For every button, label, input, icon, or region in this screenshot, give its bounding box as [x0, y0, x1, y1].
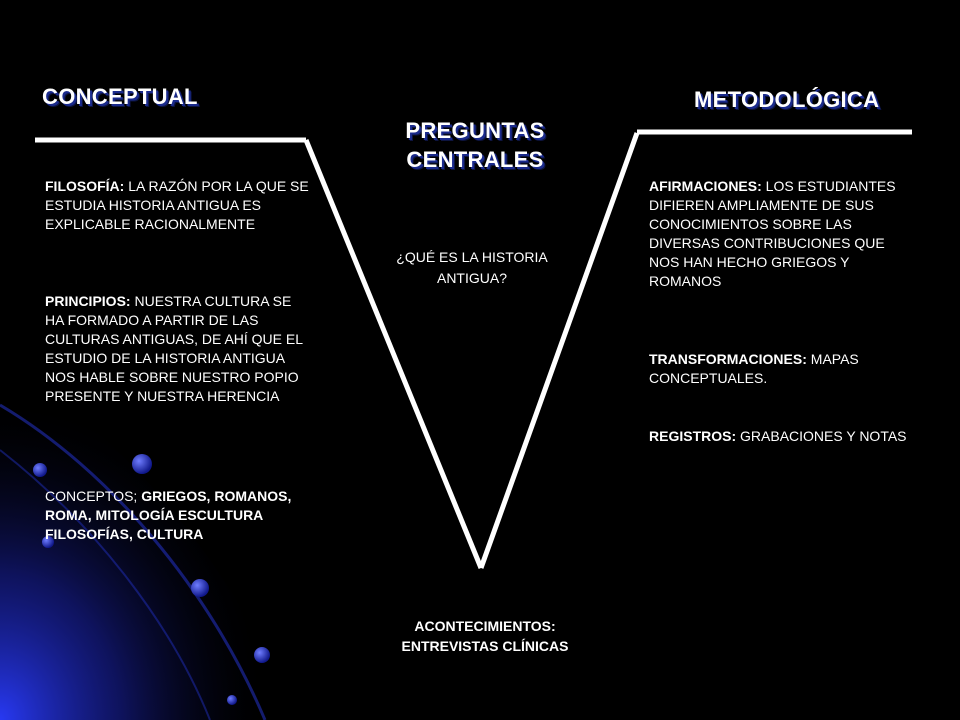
transformaciones-label: TRANSFORMACIONES: — [649, 351, 807, 367]
principios-block — [45, 292, 310, 406]
acontecimientos-label: ACONTECIMIENTOS: — [414, 618, 556, 634]
left-v-arm — [306, 140, 481, 568]
registros-block — [649, 427, 914, 446]
afirmaciones-label: AFIRMACIONES: — [649, 178, 762, 194]
preguntas-centrales-title — [370, 116, 580, 174]
conceptos-block — [45, 487, 295, 544]
right-v-arm — [481, 133, 637, 568]
principios-label: PRINCIPIOS: — [45, 293, 131, 309]
principios-text: NUESTRA CULTURA SE HA FORMADO A PARTIR DE LAS CULTURAS ANTIGUAS, DE AHÍ QUE EL ESTUDIO DE LA HISTORIA ANTIGUA NOS HABLE SOBRE NUESTRO POPIO PRESENTE Y NUESTRA HERENCIA — [45, 293, 303, 404]
acontecimientos-block — [360, 616, 610, 656]
acontecimientos-text: ENTREVISTAS CLÍNICAS — [401, 638, 569, 654]
title-line: PREGUNTAS — [405, 118, 545, 143]
pregunta-central: ¿QUÉ ES LA HISTORIA ANTIGUA? — [396, 249, 548, 286]
filosofia-block — [45, 177, 310, 234]
filosofia-text: LA RAZÓN POR LA QUE SE ESTUDIA HISTORIA ANTIGUA ES EXPLICABLE RACIONALMENTE — [45, 178, 309, 232]
registros-label: REGISTROS: — [649, 428, 737, 444]
conceptos-text: GRIEGOS, ROMANOS, ROMA, MITOLOGÍA ESCULTURA FILOSOFÍAS, CULTURA — [45, 488, 292, 542]
conceptos-label: CONCEPTOS; — [45, 488, 138, 504]
title-line: CENTRALES — [406, 147, 544, 172]
afirmaciones-block — [649, 177, 914, 291]
transformaciones-block — [649, 350, 914, 388]
afirmaciones-text: LOS ESTUDIANTES DIFIEREN AMPLIAMENTE DE SUS CONOCIMIENTOS SOBRE LAS DIVERSAS CONTRIBUCIONES QUE NOS HAN HECHO GRIEGOS Y ROMANOS — [649, 178, 896, 289]
transformaciones-text: MAPAS CONCEPTUALES. — [649, 351, 859, 386]
conceptual-title: CONCEPTUAL — [42, 84, 198, 109]
metodologica-title: METODOLÓGICA — [694, 87, 880, 112]
registros-text: GRABACIONES Y NOTAS — [740, 428, 907, 444]
filosofia-label: FILOSOFÍA: — [45, 178, 125, 194]
